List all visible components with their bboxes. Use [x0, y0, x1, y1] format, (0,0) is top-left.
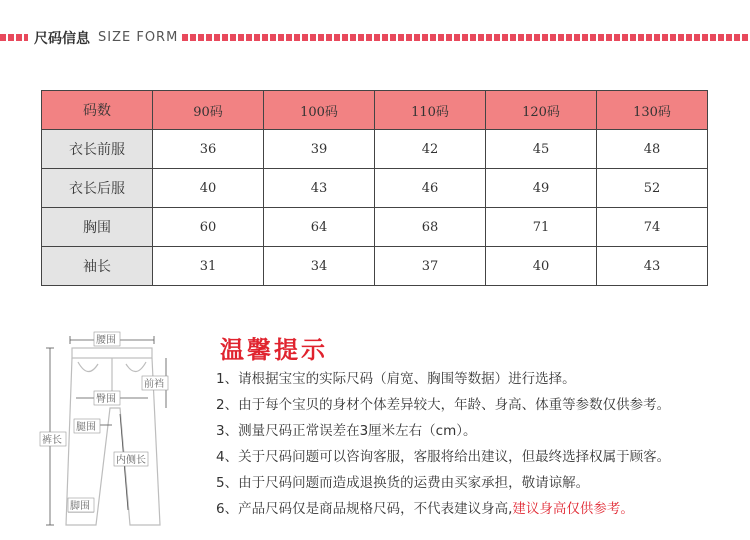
table-cell: 34 [264, 247, 375, 286]
table-cell: 43 [264, 169, 375, 208]
table-cell: 46 [375, 169, 486, 208]
label-thigh: 腿围 [76, 422, 96, 433]
header-stripe-left [0, 34, 28, 41]
table-row [42, 169, 708, 208]
table-cell: 74 [597, 208, 708, 247]
table-cell: 48 [597, 130, 708, 169]
table-header-row [42, 91, 708, 130]
row-header: 袖长 [42, 247, 153, 286]
section-header [0, 26, 750, 48]
tip-item: 5、由于尺码问题而造成退换货的运费由买家承担，敬请谅解。 [216, 475, 590, 491]
label-waist: 腰围 [96, 335, 116, 346]
tip-item: 4、关于尺码问题可以咨询客服，客服将给出建议，但最终选择权属于顾客。 [216, 449, 671, 465]
header-title: 尺码信息 [34, 31, 90, 47]
label-hip: 臀围 [96, 394, 116, 405]
row-header: 衣长后服 [42, 169, 153, 208]
table-cell: 45 [486, 130, 597, 169]
table-cell: 36 [153, 130, 264, 169]
header-subtitle: SIZE FORM [98, 30, 179, 45]
table-row [42, 208, 708, 247]
column-header: 码数 [42, 91, 153, 130]
table-cell: 49 [486, 169, 597, 208]
header-stripe-right [182, 34, 750, 41]
table-cell: 52 [597, 169, 708, 208]
table-cell: 31 [153, 247, 264, 286]
tip-item: 1、请根据宝宝的实际尺码（肩宽、胸围等数据）进行选择。 [216, 371, 576, 387]
label-hem: 脚围 [70, 501, 90, 512]
label-front-rise: 前裆 [144, 379, 164, 390]
tip-item: 2、由于每个宝贝的身材个体差异较大，年龄、身高、体重等参数仅供参考。 [216, 397, 671, 413]
table-cell: 64 [264, 208, 375, 247]
pants-diagram [36, 330, 196, 535]
table-cell: 60 [153, 208, 264, 247]
tip-item: 3、测量尺码正常误差在3厘米左右（cm）。 [216, 423, 477, 439]
table-cell: 40 [153, 169, 264, 208]
column-header: 130码 [597, 91, 708, 130]
tips-title: 温馨提示 [220, 336, 328, 364]
size-table [41, 90, 708, 286]
tip-highlight: 建议身高仅供参考。 [512, 501, 634, 517]
table-row [42, 130, 708, 169]
table-cell: 43 [597, 247, 708, 286]
column-header: 110码 [375, 91, 486, 130]
label-inseam: 内侧长 [116, 455, 146, 466]
column-header: 90码 [153, 91, 264, 130]
table-cell: 68 [375, 208, 486, 247]
table-cell: 39 [264, 130, 375, 169]
row-header: 衣长前服 [42, 130, 153, 169]
measure-lines [46, 336, 166, 525]
table-cell: 42 [375, 130, 486, 169]
tip-item-last [216, 496, 741, 522]
label-length: 裤长 [42, 435, 62, 446]
column-header: 120码 [486, 91, 597, 130]
diagram-labels [40, 332, 168, 512]
row-header: 胸围 [42, 208, 153, 247]
tip-text: 6、产品尺码仅是商品规格尺码，不代表建议身高, [216, 501, 513, 517]
table-cell: 37 [375, 247, 486, 286]
table-row [42, 247, 708, 286]
tips-list [216, 366, 741, 522]
table-cell: 71 [486, 208, 597, 247]
table-cell: 40 [486, 247, 597, 286]
column-header: 100码 [264, 91, 375, 130]
